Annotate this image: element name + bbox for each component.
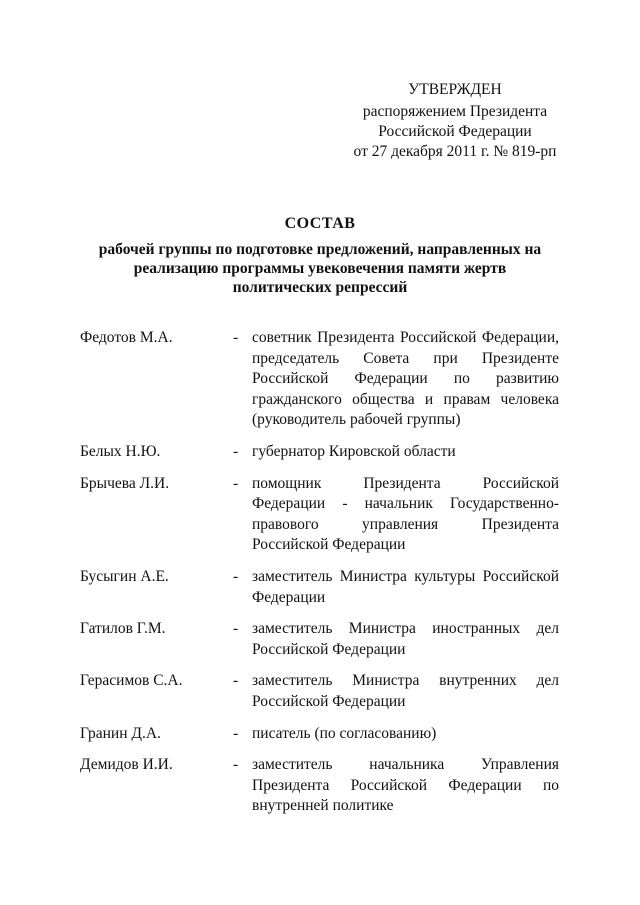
approval-line: от 27 декабря 2011 г. № 819-рп bbox=[353, 143, 557, 160]
member-dash: - bbox=[233, 474, 239, 492]
approval-line: Российской Федерации bbox=[378, 123, 532, 140]
member-role: советник Президента Российской Федерации, председатель Совета при Президенте Российской Федерации по развитию гражданского общества и правам человека (руководитель рабочей группы) bbox=[252, 329, 559, 429]
member-dash: - bbox=[233, 724, 239, 742]
member-row bbox=[0, 328, 640, 431]
member-row bbox=[0, 671, 640, 712]
member-dash: - bbox=[233, 620, 239, 638]
member-name: Демидов И.И. bbox=[80, 756, 173, 774]
approval-block bbox=[330, 80, 580, 162]
document-subtitle bbox=[60, 240, 580, 297]
approval-line: распоряжением Президента bbox=[362, 103, 548, 120]
members-list bbox=[0, 328, 640, 817]
member-row bbox=[0, 567, 640, 608]
member-role: заместитель начальника Управления Президента Российской Федерации по внутренней политике bbox=[252, 756, 559, 815]
member-role: заместитель Министра культуры Российской Федерации bbox=[252, 567, 559, 606]
member-name: Брычева Л.И. bbox=[80, 474, 170, 492]
member-row bbox=[0, 442, 640, 463]
member-name: Федотов М.А. bbox=[80, 329, 173, 346]
member-dash: - bbox=[233, 442, 239, 460]
subtitle-line: реализацию программы увековечения памяти жертв bbox=[133, 260, 507, 277]
member-name: Гатилов Г.М. bbox=[80, 620, 166, 638]
document-title-block bbox=[60, 214, 580, 297]
member-role: губернатор Кировской области bbox=[252, 442, 456, 460]
member-name: Белых Н.Ю. bbox=[80, 442, 161, 460]
member-dash: - bbox=[233, 756, 239, 774]
member-role: заместитель Министра внутренних дел Российской Федерации bbox=[252, 672, 559, 710]
member-row bbox=[0, 724, 640, 745]
member-row bbox=[0, 619, 640, 660]
member-row bbox=[0, 474, 640, 556]
member-name: Герасимов С.А. bbox=[80, 672, 183, 690]
subtitle-line: политических репрессий bbox=[232, 279, 408, 296]
subtitle-line: рабочей группы по подготовке предложений, направленных на bbox=[98, 241, 542, 258]
member-role: заместитель Министра иностранных дел Российской Федерации bbox=[252, 620, 559, 658]
document-title: СОСТАВ bbox=[284, 215, 356, 232]
member-dash: - bbox=[233, 672, 239, 690]
member-dash: - bbox=[233, 329, 239, 346]
member-name: Гранин Д.А. bbox=[80, 724, 161, 742]
member-dash: - bbox=[233, 567, 239, 585]
member-row bbox=[0, 755, 640, 817]
member-role: писатель (по согласованию) bbox=[252, 724, 437, 742]
approval-stamp: УТВЕРЖДЕН bbox=[408, 81, 502, 98]
member-role: помощник Президента Российской Федерации - начальник Государственно-правового управления Президента Российской Федерации bbox=[252, 474, 559, 554]
member-name: Бусыгин А.Е. bbox=[80, 567, 169, 585]
